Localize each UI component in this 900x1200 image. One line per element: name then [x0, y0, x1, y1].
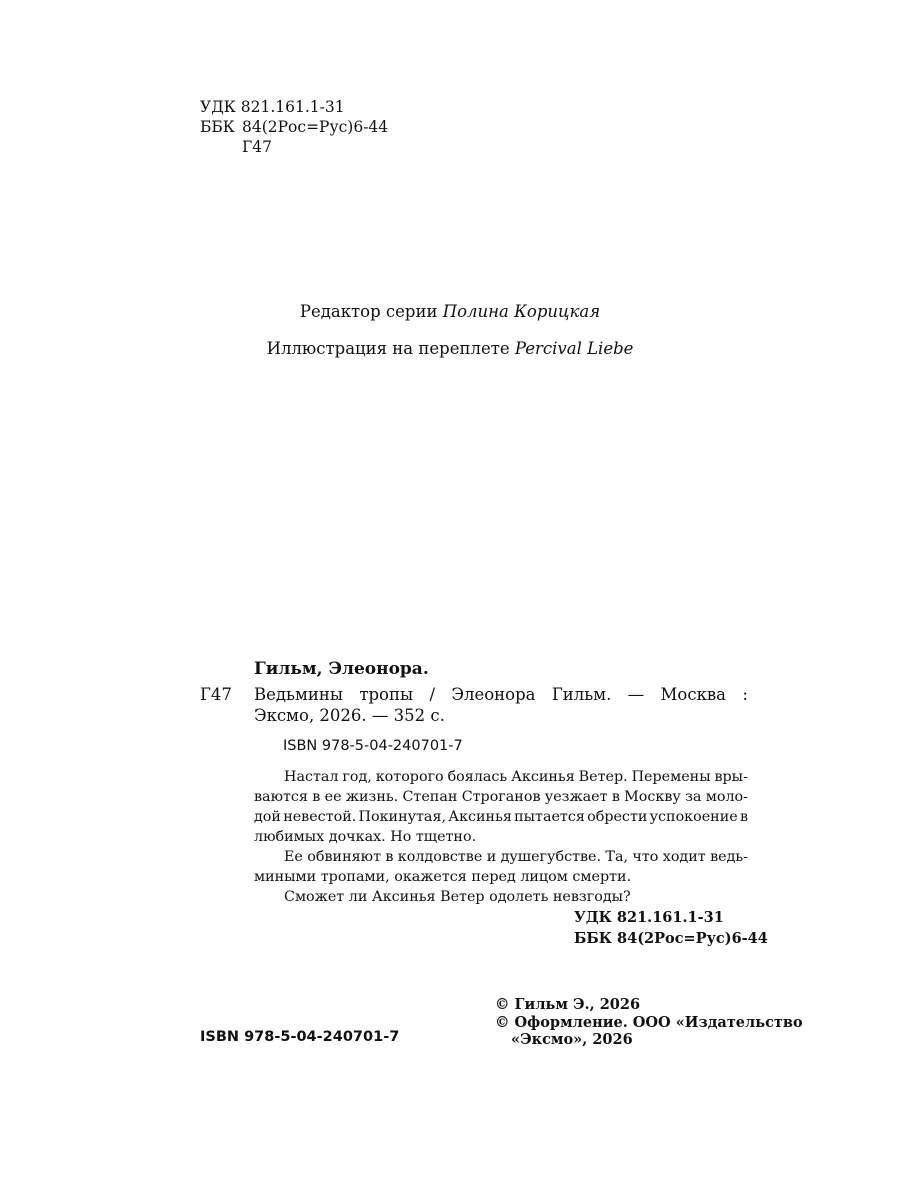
- annotation-word: колдовстве: [397, 849, 483, 865]
- annotation-word: Аксинья: [511, 769, 575, 785]
- title-word: :: [742, 685, 748, 704]
- title-word: Москва: [660, 685, 727, 704]
- bbk-value: 84(2Рос=Рус)6-44: [242, 118, 389, 136]
- annotation: [254, 767, 748, 907]
- annotation-line: [254, 887, 748, 907]
- annotation-word: Строганов: [461, 789, 541, 805]
- title-word: —: [627, 685, 645, 704]
- annotation-word: Степан: [402, 789, 458, 805]
- annotation-word: Та,: [605, 849, 629, 865]
- annotation-word: за: [685, 789, 702, 805]
- annotation-word: душегубстве.: [500, 849, 602, 865]
- annotation-word: в: [611, 789, 620, 805]
- classification-bottom: [574, 907, 768, 949]
- title-word: тропы: [359, 685, 414, 704]
- annotation-line: [254, 867, 748, 887]
- annotation-line: [254, 827, 748, 847]
- code-row: [200, 137, 388, 157]
- udk-label: УДК: [200, 98, 236, 116]
- annotation-word: в: [385, 849, 394, 865]
- annotation-word: Ее: [284, 849, 303, 865]
- copyright-design: © Оформление. ООО «Издательство: [495, 1013, 803, 1031]
- annotation-word: жизнь.: [345, 789, 399, 805]
- editor-label: Редактор серии: [299, 302, 438, 321]
- annotation-line: [254, 767, 748, 787]
- annotation-word: невестой.: [283, 809, 357, 825]
- annotation-word: уезжает: [544, 789, 608, 805]
- bbk-label: ББК: [200, 118, 235, 136]
- annotation-word: Ветер.: [578, 769, 628, 785]
- udk-value: 821.161.1-31: [240, 98, 345, 116]
- annotation-word: год,: [342, 769, 372, 785]
- annotation-word: Покинутая,: [358, 809, 447, 825]
- annotation-word: ходит: [662, 849, 706, 865]
- annotation-word: успокоение: [649, 809, 738, 825]
- annotation-word: которого: [375, 769, 444, 785]
- author-code: Г47: [242, 138, 272, 156]
- annotation-line: [254, 847, 748, 867]
- card-isbn: ISBN 978-5-04-240701-7: [283, 738, 463, 754]
- title-word: Элеонора: [451, 685, 536, 704]
- copyright-block: [495, 996, 803, 1049]
- card-title-line2: Эксмо, 2026. — 352 с.: [254, 706, 445, 725]
- illustration-name: Percival Liebe: [514, 339, 634, 358]
- annotation-word: что: [632, 849, 659, 865]
- annotation-word: в: [739, 809, 748, 825]
- annotation-word: ведь-: [710, 849, 748, 865]
- editor-credit: [0, 302, 900, 321]
- annotation-word: боялась: [447, 769, 508, 785]
- copyright-author: © Гильм Э., 2026: [495, 996, 641, 1013]
- copyright-design-cont: «Эксмо», 2026: [511, 1031, 633, 1048]
- title-word: /: [429, 685, 436, 704]
- annotation-word: Москву: [624, 789, 681, 805]
- annotation-word: любимых дочках. Но тщетно.: [254, 829, 477, 845]
- annotation-word: дой: [254, 809, 281, 825]
- card-author: Гильм, Элеонора.: [254, 659, 429, 679]
- isbn-bottom: ISBN 978-5-04-240701-7: [200, 1029, 400, 1045]
- udk-row: [200, 97, 388, 117]
- illustration-label: Иллюстрация на переплете: [266, 339, 510, 358]
- annotation-word: обрести: [587, 809, 648, 825]
- annotation-word: Сможет ли Аксинья Ветер одолеть невзгоды?: [284, 889, 631, 905]
- annotation-word: обвиняют: [307, 849, 381, 865]
- annotation-word: вры-: [714, 769, 748, 785]
- classification-top: [200, 97, 388, 157]
- annotation-word: миными тропами, окажется перед лицом смерти.: [254, 869, 632, 885]
- card-code: Г47: [200, 685, 232, 704]
- annotation-word: Перемены: [631, 769, 711, 785]
- card-title-line: [254, 685, 748, 704]
- annotation-word: пытается: [514, 809, 585, 825]
- annotation-word: моло-: [705, 789, 748, 805]
- annotation-line: [254, 807, 748, 827]
- annotation-word: Настал: [284, 769, 339, 785]
- bbk-row: [200, 117, 388, 137]
- editor-name: Полина Корицкая: [442, 302, 601, 321]
- annotation-word: ваются: [254, 789, 308, 805]
- annotation-word: ее: [324, 789, 342, 805]
- annotation-word: и: [486, 849, 497, 865]
- illustration-credit: [0, 339, 900, 358]
- annotation-word: Аксинья: [448, 809, 512, 825]
- annotation-line: [254, 787, 748, 807]
- annotation-word: в: [312, 789, 321, 805]
- title-word: Гильм.: [551, 685, 612, 704]
- title-word: Ведьмины: [254, 685, 343, 704]
- bbk-bottom: ББК 84(2Рос=Рус)6-44: [574, 930, 768, 947]
- udk-bottom: УДК 821.161.1-31: [574, 909, 724, 926]
